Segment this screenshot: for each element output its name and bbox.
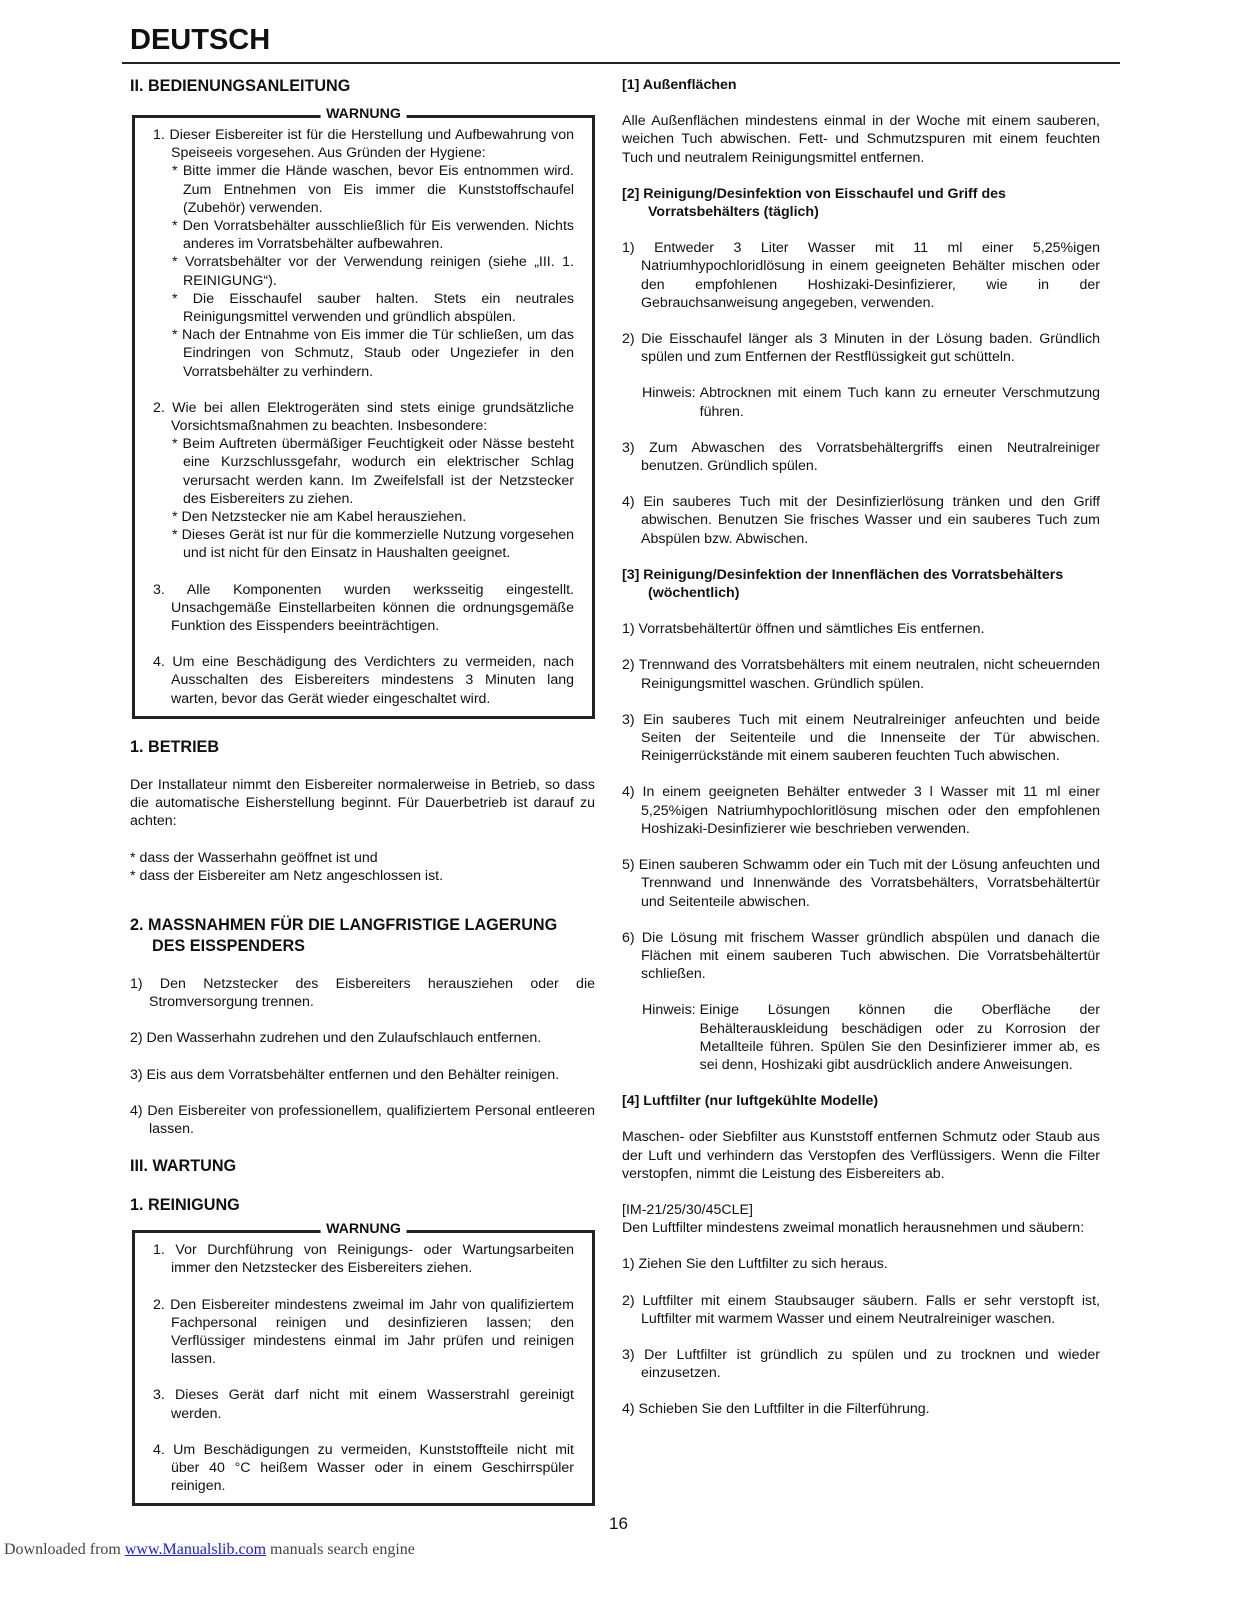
lagerung-title-line1: 2. MASSNAHMEN FÜR DIE LANGFRISTIGE LAGERUNG [130,915,558,934]
section-title-reinigung: 1. REINIGUNG [130,1196,240,1215]
luftfilter-item: 1) Ziehen Sie den Luftfilter zu sich heraus. [622,1256,888,1273]
note-text: Abtrocknen mit einem Tuch kann zu erneuter Verschmutzung führen. [699,385,1100,420]
warning-item: 2. Wie bei allen Elektrogeräten sind stets einige grundsätzliche Vorsichtsmaßnahmen zu beachten. Insbesondere: [153,399,574,435]
note-label: Hinweis: [642,385,696,402]
betrieb-bullet: * dass der Wasserhahn geöffnet ist und [130,849,378,866]
innenflaechen-item: 5) Einen sauberen Schwamm oder ein Tuch mit der Lösung anfeuchten und Trennwand und Innenwände des Vorratsbehälters, Vorratsbehältertür und Seitenteile abwischen. [622,857,1100,910]
eisschaufel-item: 2) Die Eisschaufel länger als 3 Minuten in der Lösung baden. Gründlich spülen und zum Entfernen der Restflüssigkeit gut schütteln. [622,331,1100,366]
innenflaechen-item: 6) Die Lösung mit frischem Wasser gründlich abspülen und danach die Flächen mit einem sauberen Tuch abwischen. Die Vorratsbehältertür schließen. [622,929,1100,983]
manualslib-link[interactable]: www.Manualslib.com [124,1541,267,1558]
warning-label: WARNUNG [320,1220,407,1238]
betrieb-paragraph: Der Installateur nimmt den Eisbereiter normalerweise in Betrieb, so dass die automatische Eisherstellung beginnt. Für Dauerbetrieb ist darauf zu achten: [130,776,595,830]
lagerung-item: 3) Eis aus dem Vorratsbehälter entfernen und den Behälter reinigen. [130,1066,560,1083]
warning-item: 4. Um eine Beschädigung des Verdichters zu vermeiden, nach Ausschalten des Eisbereiters mindestens 3 Minuten lang warten, bevor das Gerät wieder eingeschaltet wird. [153,654,574,707]
section-title-betrieb: 1. BETRIEB [130,737,220,756]
innenflaechen-item: 2) Trennwand des Vorratsbehälters mit einem neutralen, nicht scheuernden Reinigungsmittel waschen. Gründlich spülen. [622,657,1100,692]
header-rule [122,62,1120,64]
warning-subitem: * Den Vorratsbehälter ausschließlich für Eis verwenden. Nichts anderes im Vorratsbehälter aufbewahren. [172,218,574,253]
eisschaufel-item: 1) Entweder 3 Liter Wasser mit 11 ml einer 5,25%igen Natriumhypochloridlösung in einem geeigneten Behälter mischen oder den empfohlenen Hoshizaki-Desinfizierer, wie in der Gebrauchsanweisung angegeben, verwenden. [622,240,1100,311]
note-text: Einige Lösungen können die Oberfläche der Behälterauskleidung beschädigen oder zu Korrosion der Metallteile führen. Spülen Sie den Desinfizierer immer ab, es sei denn, Hoshizaki gibt ausdrücklich andere Anweisungen. [699,1002,1100,1073]
footer-suffix: manuals search engine [266,1541,415,1558]
eisschaufel-note [622,384,1100,420]
innenflaechen-item: 3) Ein sauberes Tuch mit einem Neutralreiniger anfeuchten und beide Seiten der Seitenteile und die Innenseite der Tür abwischen. Reinigerrückstände mit einem sauberen feuchten Tuch abwischen. [622,711,1100,765]
lagerung-item: 4) Den Eisbereiter von professionellem, qualifiziertem Personal entleeren lassen. [130,1102,595,1137]
section-title-lagerung [130,915,595,957]
warning-subitem: * Bitte immer die Hände waschen, bevor Eis entnommen wird. Zum Entnehmen von Eis immer die Kunststoffschaufel (Zubehör) verwenden. [172,163,574,216]
luftfilter-item: 3) Der Luftfilter ist gründlich zu spülen und zu trocknen und wieder einzusetzen. [622,1346,1100,1382]
eisschaufel-item: 4) Ein sauberes Tuch mit der Desinfizierlösung tränken und den Griff abwischen. Benutzen Sie frisches Wasser und ein sauberes Tuch zum Abspülen bzw. Abwischen. [622,494,1100,547]
warning-item: 3. Alle Komponenten wurden werksseitig eingestellt. Unsachgemäße Einstellarbeiten können die ordnungsgemäße Funktion des Eisspenders beeinträchtigen. [153,581,574,635]
warning-subitem: * Nach der Entnahme von Eis immer die Tür schließen, um das Eindringen von Schmutz, Staub oder Ungeziefer in den Vorratsbehälter zu verhindern. [172,327,574,380]
note-label: Hinweis: [642,1002,696,1019]
luftfilter-item: 4) Schieben Sie den Luftfilter in die Filterführung. [622,1401,930,1418]
luftfilter-paragraph: Maschen- oder Siebfilter aus Kunststoff entfernen Schmutz oder Staub aus der Luft und verhindern das Verstopfen des Verflüssigers. Wenn die Filter verstopfen, nimmt die Leistung des Eisbereiters ab. [622,1129,1100,1182]
warning-item: 1. Vor Durchführung von Reinigungs- oder Wartungsarbeiten immer den Netzstecker des Eisbereiters ziehen. [153,1242,574,1277]
betrieb-bullet: * dass der Eisbereiter am Netz angeschlossen ist. [130,867,444,884]
download-footer [4,1540,415,1560]
luftfilter-model-text: Den Luftfilter mindestens zweimal monatlich herausnehmen und säubern: [622,1220,1085,1237]
warning-label: WARNUNG [320,105,407,123]
warning-item: 3. Dieses Gerät darf nicht mit einem Wasserstrahl gereinigt werden. [153,1387,574,1422]
section-title-innenflaechen: [3] Reinigung/Desinfektion der Innenflächen des Vorratsbehälters (wöchentlich) [622,566,1064,602]
warning-subitem: * Den Netzstecker nie am Kabel herausziehen. [172,509,467,526]
lagerung-title-line2: DES EISSPENDERS [152,936,305,955]
luftfilter-item: 2) Luftfilter mit einem Staubsauger säubern. Falls er sehr verstopft ist, Luftfilter mit warmem Wasser und einem Neutralreiniger waschen. [622,1292,1100,1327]
footer-prefix: Downloaded from [4,1541,125,1558]
section-title-aussenflaechen: [1] Außenflächen [622,77,737,93]
page-number: 16 [609,1514,628,1533]
warning-item: 4. Um Beschädigungen zu vermeiden, Kunststoffteile nicht mit über 40 °C heißem Wasser oder in einem Geschirrspüler reinigen. [153,1441,574,1495]
warning-item: 1. Dieser Eisbereiter ist für die Herstellung und Aufbewahrung von Speiseeis vorgesehen. Aus Gründen der Hygiene: [153,127,574,162]
warning-subitem: * Vorratsbehälter vor der Verwendung reinigen (siehe „III. 1. REINIGUNG“). [172,254,574,289]
lagerung-item: 1) Den Netzstecker des Eisbereiters herausziehen oder die Stromversorgung trennen. [130,975,595,1011]
section-title-eisschaufel: [2] Reinigung/Desinfektion von Eisschaufel und Griff des Vorratsbehälters (täglich) [622,185,1006,221]
warning-subitem: * Dieses Gerät ist nur für die kommerzielle Nutzung vorgesehen und ist nicht für den Einsatz in Haushalten geeignet. [172,527,574,562]
warning-subitem: * Die Eisschaufel sauber halten. Stets ein neutrales Reinigungsmittel verwenden und gründlich abspülen. [172,290,574,326]
innenflaechen-item: 1) Vorratsbehältertür öffnen und sämtliches Eis entfernen. [622,621,985,638]
innenflaechen-item: 4) In einem geeigneten Behälter entweder 3 l Wasser mit 11 ml einer 5,25%igen Natriumhypochloritlösung mischen oder den empfohlenen Hoshizaki-Desinfizierer wie beschrieben verwenden. [622,784,1100,837]
page-title: DEUTSCH [130,24,271,56]
luftfilter-model: [IM-21/25/30/45CLE] [622,1201,753,1218]
section-title-wartung: III. WARTUNG [130,1157,237,1176]
section-title-luftfilter: [4] Luftfilter (nur luftgekühlte Modelle) [622,1093,879,1110]
right-column [622,76,1100,1419]
warning-box-1 [132,106,595,719]
innenflaechen-note [622,1001,1100,1074]
eisschaufel-item: 3) Zum Abwaschen des Vorratsbehältergriffs einen Neutralreiniger benutzen. Gründlich spülen. [622,439,1100,475]
aussenflaechen-paragraph: Alle Außenflächen mindestens einmal in der Woche mit einem sauberen, weichen Tuch abwischen. Fett- und Schmutzspuren mit einem feuchten Tuch und neutralem Reinigungsmittel entfernen. [622,113,1100,166]
warning-box-2 [132,1221,595,1506]
warning-item: 2. Den Eisbereiter mindestens zweimal im Jahr von qualifiziertem Fachpersonal reinigen und desinfizieren lassen; den Verflüssiger mindestens einmal im Jahr prüfen und reinigen lassen. [153,1296,574,1368]
section-title-bedienungsanleitung: II. BEDIENUNGSANLEITUNG [130,77,351,95]
left-column [130,76,595,1506]
warning-subitem: * Beim Auftreten übermäßiger Feuchtigkeit oder Nässe besteht eine Kurzschlussgefahr, wodurch ein elektrischer Schlag verursacht werden kann. Im Zweifelsfall ist der Netzstecker des Eisbereiters zu ziehen. [172,436,574,507]
lagerung-item: 2) Den Wasserhahn zudrehen und den Zulaufschlauch entfernen. [130,1030,542,1047]
